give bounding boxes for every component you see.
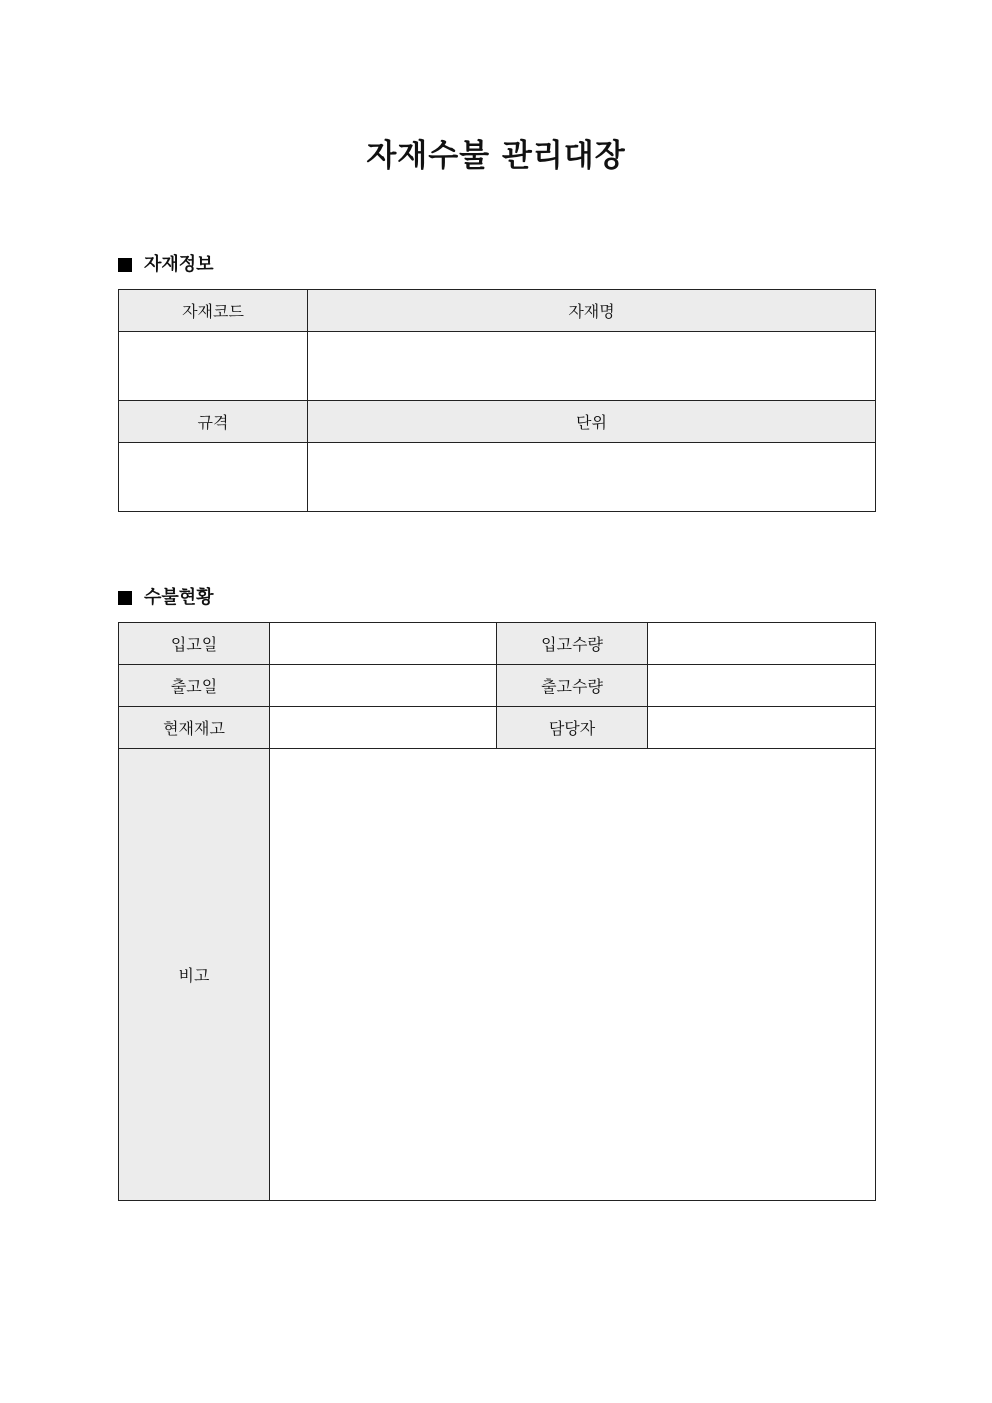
out-qty-label: 출고수량 [497, 665, 648, 707]
transactions-row-remarks [119, 749, 876, 1201]
material-info-table [118, 289, 876, 512]
spec-field[interactable] [119, 443, 308, 512]
unit-label: 단위 [308, 401, 876, 443]
material-info-value-row-1 [119, 332, 876, 401]
material-info-header-row-2 [119, 401, 876, 443]
out-date-label: 출고일 [119, 665, 270, 707]
unit-field[interactable] [308, 443, 876, 512]
in-qty-field[interactable] [648, 623, 876, 665]
in-qty-label: 입고수량 [497, 623, 648, 665]
manager-field[interactable] [648, 707, 876, 749]
transactions-row-out [119, 665, 876, 707]
bullet-square-icon [118, 591, 132, 605]
manager-label: 담당자 [497, 707, 648, 749]
material-code-label: 자재코드 [119, 290, 308, 332]
spec-label: 규격 [119, 401, 308, 443]
out-qty-field[interactable] [648, 665, 876, 707]
transactions-row-in [119, 623, 876, 665]
material-info-header-row-1 [119, 290, 876, 332]
stock-label: 현재재고 [119, 707, 270, 749]
section-heading-material-info [118, 252, 214, 278]
section-heading-label: 수불현황 [144, 587, 214, 608]
material-info-value-row-2 [119, 443, 876, 512]
section-heading-label: 자재정보 [144, 254, 214, 275]
in-date-label: 입고일 [119, 623, 270, 665]
in-date-field[interactable] [270, 623, 497, 665]
transactions-row-stock [119, 707, 876, 749]
material-name-label: 자재명 [308, 290, 876, 332]
remarks-field[interactable] [270, 749, 876, 1201]
document-title: 자재수불 관리대장 [366, 138, 626, 174]
material-code-field[interactable] [119, 332, 308, 401]
material-name-field[interactable] [308, 332, 876, 401]
out-date-field[interactable] [270, 665, 497, 707]
stock-field[interactable] [270, 707, 497, 749]
remarks-label: 비고 [119, 749, 270, 1201]
section-heading-transactions [118, 585, 214, 611]
transactions-table [118, 622, 876, 1201]
bullet-square-icon [118, 258, 132, 272]
